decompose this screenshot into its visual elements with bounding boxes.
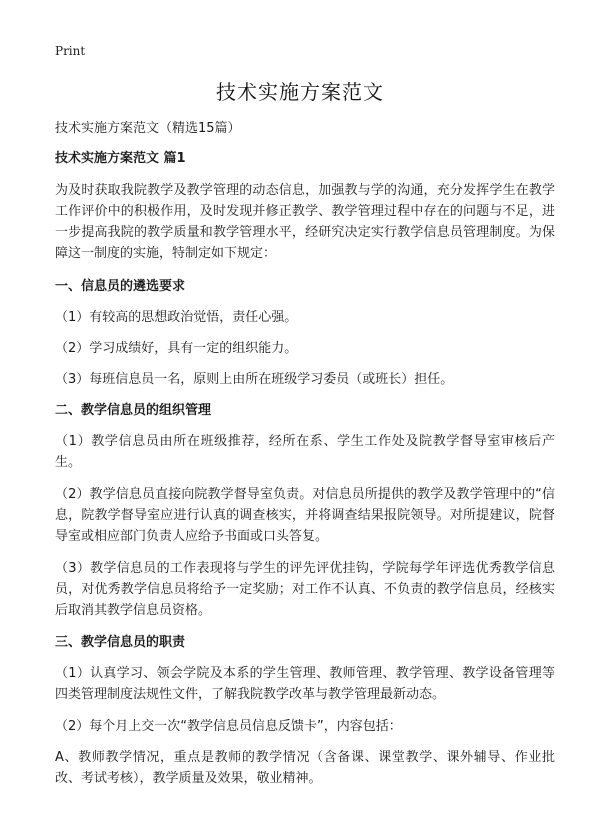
print-label: Print <box>55 44 86 58</box>
document-subtitle: 技术实施方案范文（精选15篇） <box>55 121 241 136</box>
article-title: 技术实施方案范文 篇1 <box>55 151 186 166</box>
document-title: 技术实施方案范文 <box>216 80 384 104</box>
list-item: A、教师教学情况，重点是教师的教学情况（含备课、课堂教学、课外辅导、作业批改、考试考核），教学质量及效果，敬业精神。 <box>55 750 555 786</box>
list-item: （2）教学信息员直接向院教学督导室负责。对信息员所提供的教学及教学管理中的“信息，院教学督导室应进行认真的调查核实，并将调查结果报院领导。对所提建议，院督导室或相应部门负责人应给予书面或口头答复。 <box>55 487 555 544</box>
list-item: （1）认真学习、领会学院及本系的学生管理、教师管理、教学管理、教学设备管理等四类管理制度法规性文件，了解我院教学改革与教学管理最新动态。 <box>55 666 555 702</box>
list-item: （2）每个月上交一次“教学信息员信息反馈卡”，内容包括： <box>55 719 402 734</box>
list-item: （3）教学信息员的工作表现将与学生的评先评优挂钩，学院每学年评选优秀教学信息员，对优秀教学信息员将给予一定奖励；对工作不认真、不负责的教学信息员，经核实后取消其教学信息员资格。 <box>55 561 555 618</box>
intro-paragraph: 为及时获取我院教学及教学管理的动态信息，加强教与学的沟通，充分发挥学生在教学工作评价中的积极作用，及时发现并修正教学、教学管理过程中存在的问题与不足，进一步提高我院的教学质量和教学管理水平，经研究决定实行教学信息员管理制度。为保障这一制度的实施，特制定如下规定： <box>55 183 555 261</box>
section-heading-3: 三、教学信息员的职责 <box>55 635 186 650</box>
section-heading-1: 一、信息员的遴选要求 <box>55 279 186 294</box>
section-heading-2: 二、教学信息员的组织管理 <box>55 403 212 418</box>
list-item: （3）每班信息员一名，原则上由所在班级学习委员（或班长）担任。 <box>55 372 454 387</box>
list-item: （2）学习成绩好，具有一定的组织能力。 <box>55 341 298 356</box>
list-item: （1）教学信息员由所在班级推荐，经所在系、学生工作处及院教学督导室审核后产生。 <box>55 434 555 470</box>
document-body <box>55 118 555 799</box>
list-item: （1）有较高的思想政治觉悟，责任心强。 <box>55 310 298 325</box>
